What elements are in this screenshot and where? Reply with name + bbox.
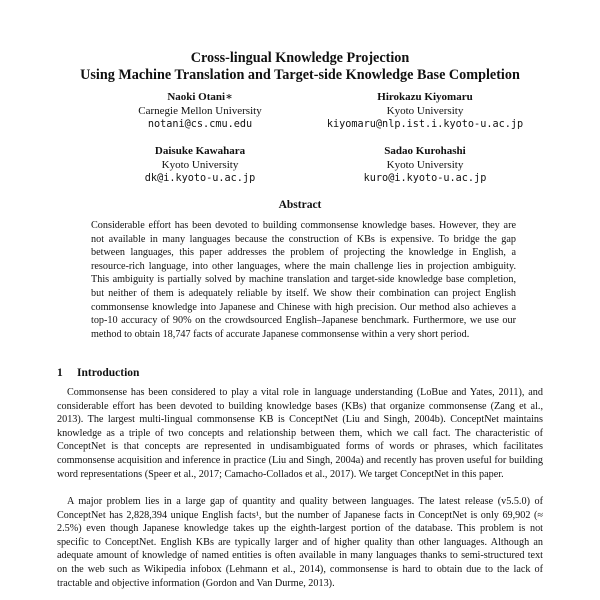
section-title: Introduction [77, 367, 140, 379]
author-block [300, 144, 550, 186]
section-number: 1 [57, 367, 63, 379]
section-heading [57, 366, 139, 380]
author-email: dk@i.kyoto-u.ac.jp [144, 173, 256, 184]
author-affiliation: Kyoto University [386, 159, 464, 171]
author-affiliation: Kyoto University [161, 159, 239, 171]
author-affiliation: Kyoto University [386, 105, 464, 117]
body-paragraph: A major problem lies in a large gap of quantity and quality between languages. The latest release (v5.5.0) of ConceptNet has 2,828,394 unique English facts¹, but the number of Japanese facts in ConceptNet is only 69,902 (≈ 2.5%) even though Japanese knowledge takes up the eighth-largest portion of the database. This problem is not specific to ConceptNet. English KBs are typically larger and of higher quality than other languages. Although an adequate amount of knowledge of named entities is often available in many languages thanks to semi-structured text on the web such as Wikipedia infobox (Lehmann et al., 2014), commonsense is hard to obtain due to the lack of tractable and objective information (Gordon and Van Durme, 2013). [57, 496, 543, 589]
paper-title-line-2: Using Machine Translation and Target-side Knowledge Base Completion [80, 67, 520, 83]
abstract-heading: Abstract [278, 199, 322, 211]
author-email: kuro@i.kyoto-u.ac.jp [363, 173, 487, 184]
author-block [300, 90, 550, 132]
author-block [100, 90, 300, 132]
author-name: Sadao Kurohashi [384, 145, 466, 157]
author-block [100, 144, 300, 186]
paper-title-line-1: Cross-lingual Knowledge Projection [190, 50, 410, 66]
body-paragraph: Commonsense has been considered to play a vital role in language understanding (LoBue and Yates, 2011), and considerable effort has been devoted to building knowledge bases (KBs) that organize commonsense (Zang et al., 2013). The largest multi-lingual commonsense KB is ConceptNet (Liu and Singh, 2004b). ConceptNet maintains knowledge as a triple of two concepts and relationship between them, which we call fact. The characteristic of ConceptNet is that concepts are represented in undisambiguated forms of words or phrases, which facilitates commonsense acquisition and inference in practice (Liu and Singh, 2004a) and recently has proven useful for building word representations (Speer et al., 2017; Camacho-Collados et al., 2017). We target ConceptNet in this paper. [57, 387, 543, 480]
author-email: kiyomaru@nlp.ist.i.kyoto-u.ac.jp [326, 119, 524, 130]
author-name: Naoki Otani∗ [167, 91, 233, 103]
author-name: Daisuke Kawahara [154, 145, 246, 157]
author-email: notani@cs.cmu.edu [147, 119, 253, 130]
author-name: Hirokazu Kiyomaru [377, 91, 473, 103]
author-affiliation: Carnegie Mellon University [138, 105, 262, 117]
abstract-text: Considerable effort has been devoted to building commonsense knowledge bases. However, they are not available in many languages because the construction of KBs is expensive. To bridge the gap between languages, this paper addresses the problem of projecting the knowledge in English, a resource-rich language, into other languages, where the main challenge lies in projection ambiguity. This ambiguity is partially solved by machine translation and target-side knowledge base completion, but neither of them is adequately reliable by itself. We show their combination can project English commonsense knowledge into Japanese and Chinese with high precision. Our method also achieves a top-10 accuracy of 90% on the crowdsourced English–Japanese benchmark. Furthermore, we use our method to obtain 18,747 facts of accurate Japanese commonsense within a very short period. [91, 220, 516, 340]
